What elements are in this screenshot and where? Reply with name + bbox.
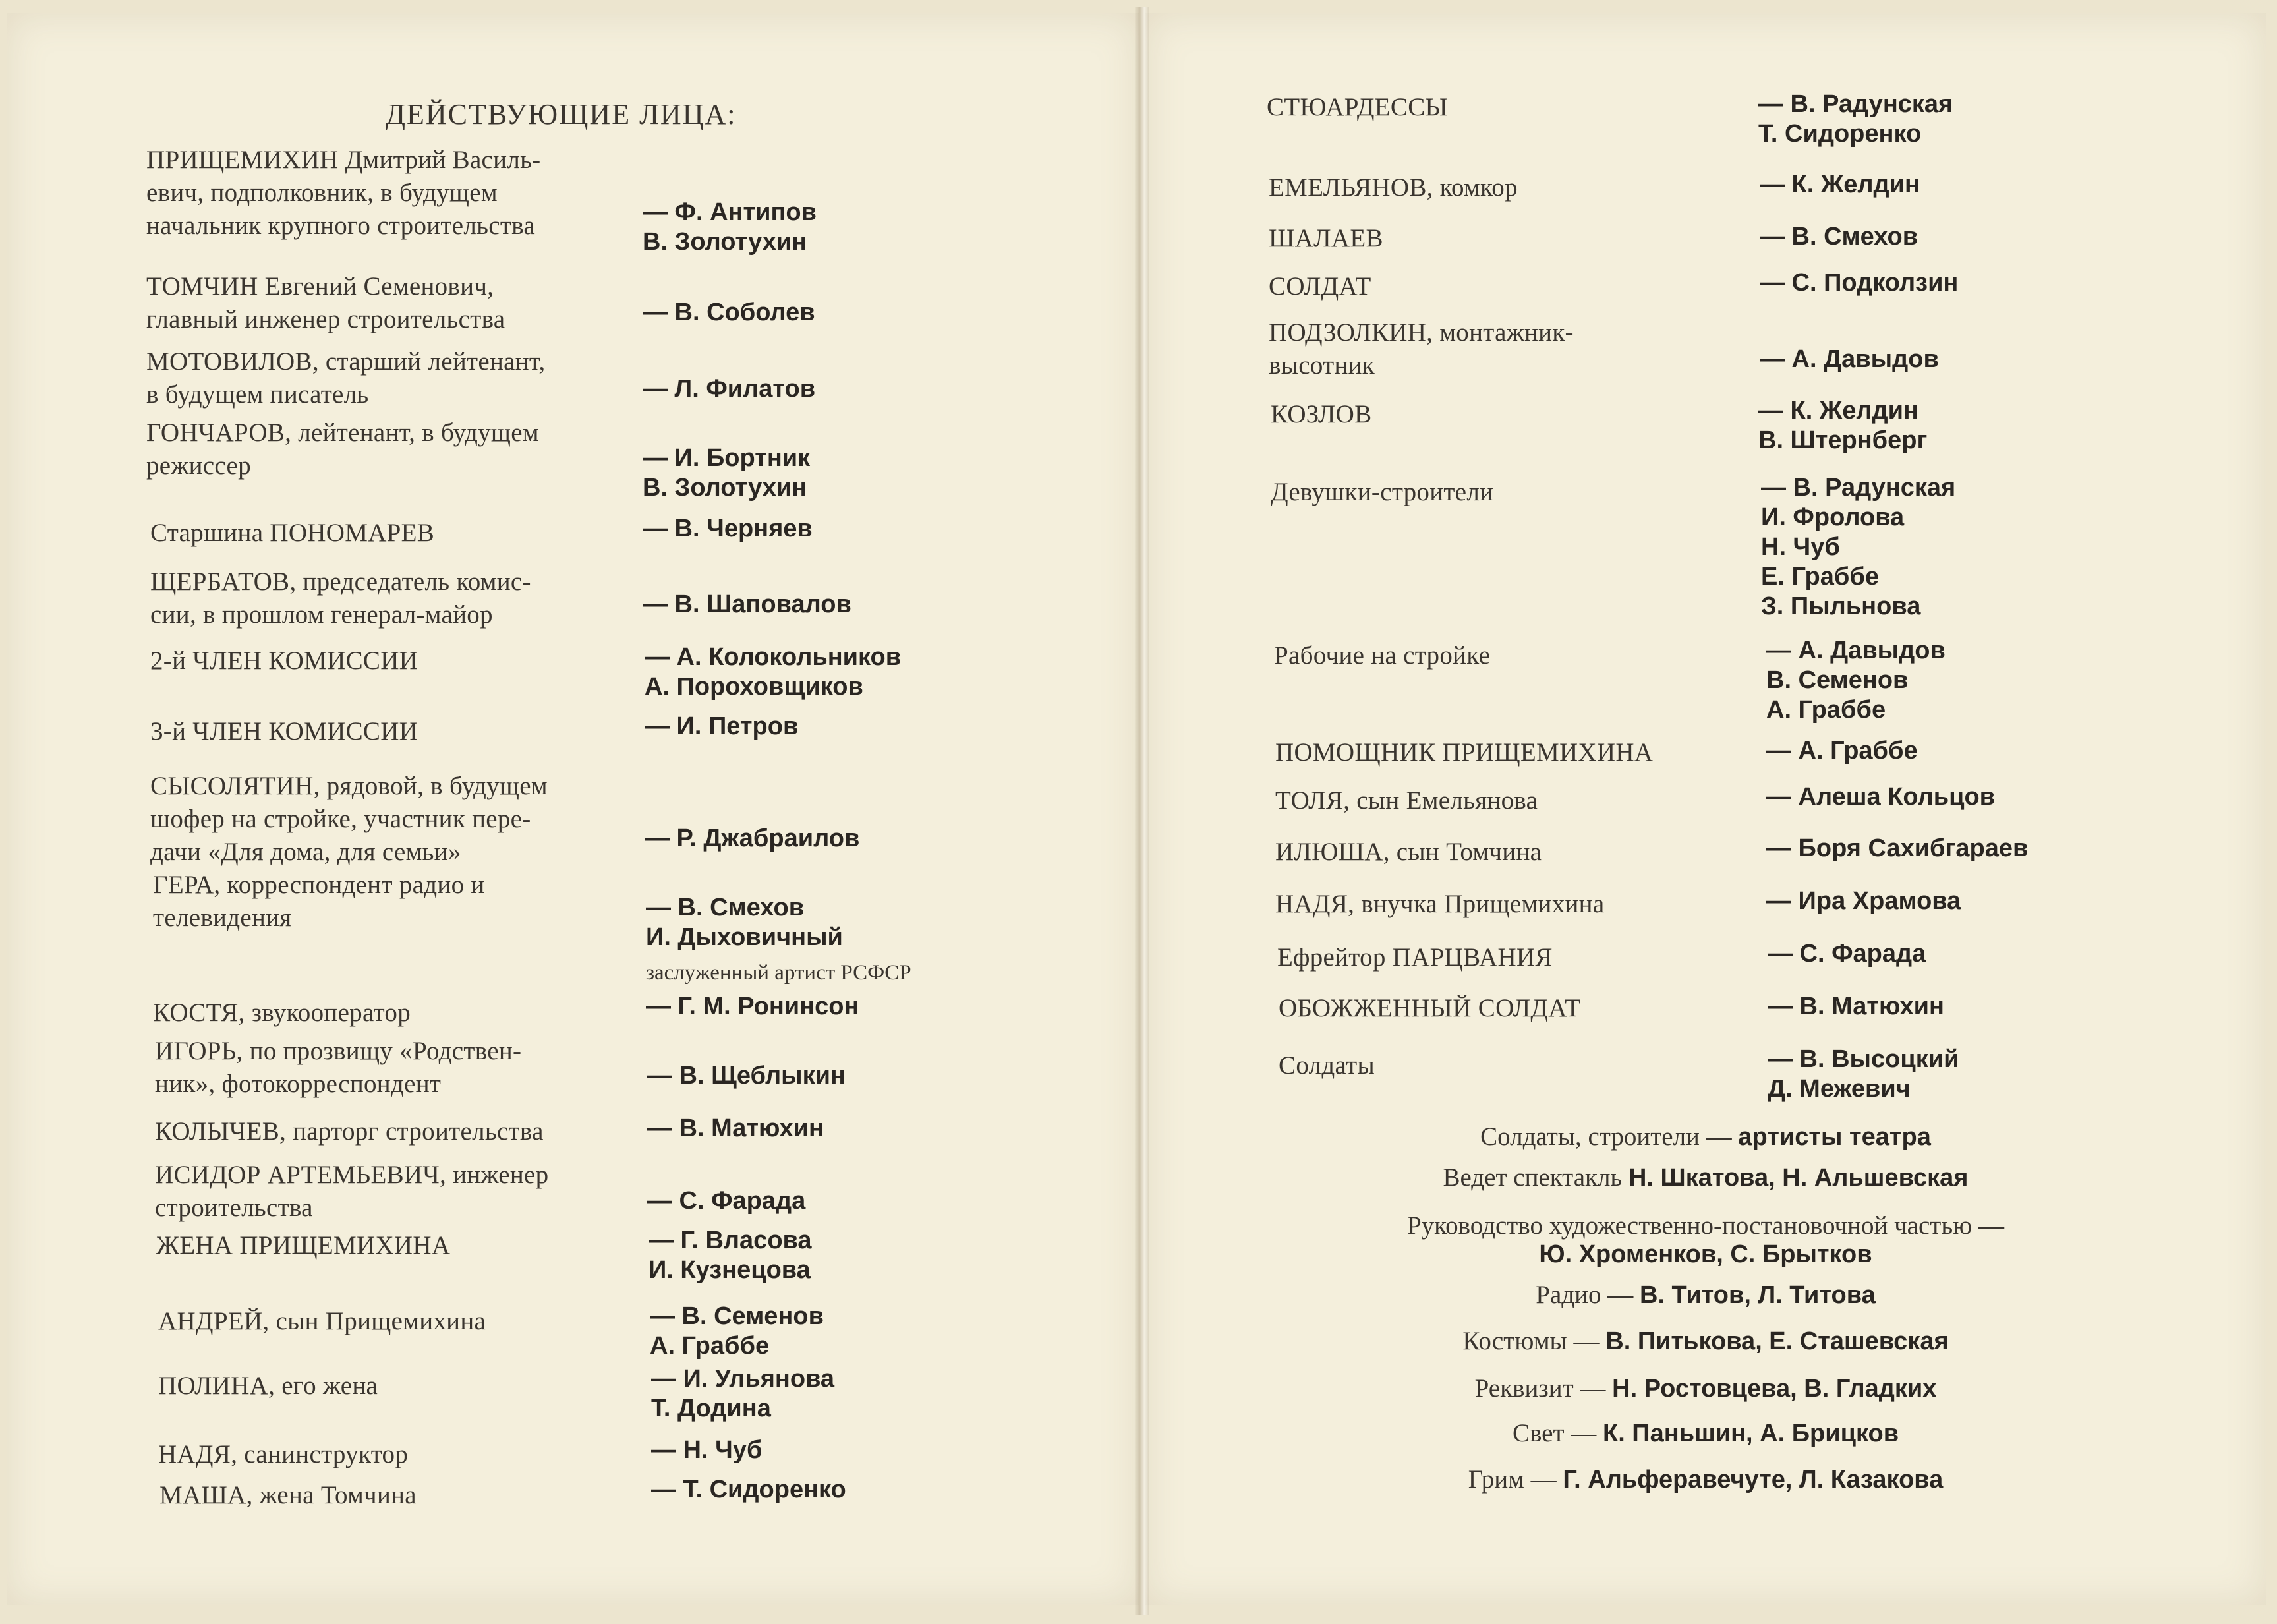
credit-line bbox=[1145, 1372, 2266, 1405]
actor-name: — Т. Сидоренко bbox=[651, 1476, 846, 1503]
actor-name: — А. Давыдов bbox=[1760, 345, 1939, 373]
role-name: ПОМОЩНИК ПРИЩЕМИХИНА bbox=[1275, 738, 1654, 767]
role-name: ТОЛЯ, сын Емельянова bbox=[1275, 786, 1538, 815]
actor-name: — В. Соболев bbox=[643, 299, 815, 326]
actor-name: — Н. Чуб bbox=[651, 1436, 763, 1464]
credit-names: Ю. Хроменков, С. Брытков bbox=[1539, 1240, 1872, 1268]
role-name: 2-й ЧЛЕН КОМИССИИ bbox=[150, 647, 418, 675]
role-name: ИЛЮША, сын Томчина bbox=[1275, 838, 1542, 866]
role-name: ИГОРЬ, по прозвищу «Родствен- ник», фотокорреспондент bbox=[155, 1037, 522, 1098]
role-name: Девушки-строители bbox=[1271, 478, 1494, 506]
actor-name: — С. Фарада bbox=[1768, 940, 1926, 968]
role-name: ШАЛАЕВ bbox=[1269, 224, 1383, 252]
role-name: СТЮАРДЕССЫ bbox=[1267, 93, 1448, 121]
actor-name: — Алеша Кольцов bbox=[1766, 783, 1996, 811]
actor-name: — В. Смехов И. Дыховичный bbox=[646, 894, 843, 951]
credit-label: Грим — bbox=[1468, 1465, 1557, 1494]
role-name: ЖЕНА ПРИЩЕМИХИНА bbox=[156, 1231, 451, 1260]
credit-names: Н. Ростовцева, В. Гладких bbox=[1612, 1375, 1937, 1403]
credit-line bbox=[1145, 1325, 2266, 1358]
credit-line bbox=[1145, 1417, 2266, 1450]
actor-name: — И. Ульянова Т. Додина bbox=[651, 1365, 835, 1422]
role-name: 3-й ЧЛЕН КОМИССИИ bbox=[150, 717, 418, 745]
actor-name: — К. Желдин В. Штернберг bbox=[1758, 397, 1928, 454]
credit-line bbox=[1145, 1463, 2266, 1496]
role-name: НАДЯ, внучка Прищемихина bbox=[1275, 890, 1605, 918]
actor-name: — Г. М. Ронинсон bbox=[646, 993, 859, 1020]
actor-name: — В. Шаповалов bbox=[643, 591, 851, 618]
role-name: СОЛДАТ bbox=[1269, 272, 1371, 301]
credit-label: Свет — bbox=[1512, 1419, 1597, 1447]
actor-name: — И. Петров bbox=[645, 712, 799, 740]
role-name: ПОЛИНА, его жена bbox=[158, 1372, 378, 1400]
actor-name: — А. Граббе bbox=[1766, 737, 1918, 765]
role-name: ГЕРА, корреспондент радио и телевидения bbox=[153, 871, 485, 932]
role-name: ТОМЧИН Евгений Семенович, главный инженер строительства bbox=[146, 272, 505, 334]
credit-names: К. Паньшин, А. Брицков bbox=[1603, 1420, 1899, 1447]
role-name: МОТОВИЛОВ, старший лейтенант, в будущем писатель bbox=[146, 347, 546, 409]
role-name: СЫСОЛЯТИН, рядовой, в будущем шофер на стройке, участник пере- дачи «Для дома, для семьи» bbox=[150, 772, 548, 866]
credit-names: В. Титов, Л. Титова bbox=[1640, 1281, 1876, 1309]
actor-name: — В. Радунская Т. Сидоренко bbox=[1758, 90, 1953, 148]
actor-name: — Л. Филатов bbox=[643, 375, 816, 403]
actor-name: — В. Семенов А. Граббе bbox=[650, 1302, 824, 1360]
credit-label: Костюмы — bbox=[1462, 1327, 1600, 1355]
credit-label: Реквизит — bbox=[1474, 1374, 1606, 1403]
role-name: ГОНЧАРОВ, лейтенант, в будущем режиссер bbox=[146, 419, 539, 480]
role-name: ПОДЗОЛКИН, монтажник- высотник bbox=[1269, 318, 1574, 380]
role-name: КОСТЯ, звукооператор bbox=[153, 999, 411, 1027]
credit-names: Н. Шкатова, Н. Альшевская bbox=[1628, 1164, 1969, 1192]
actor-name: — В. Высоцкий Д. Межевич bbox=[1768, 1045, 1959, 1103]
role-name: ЩЕРБАТОВ, председатель комис- сии, в прошлом генерал-майор bbox=[150, 567, 531, 629]
honor-title: заслуженный артист РСФСР bbox=[646, 961, 911, 985]
actor-name: — В. Матюхин bbox=[647, 1115, 824, 1142]
credit-line bbox=[1145, 1161, 2266, 1194]
cast-heading: ДЕЙСТВУЮЩИЕ ЛИЦА: bbox=[386, 98, 737, 130]
actor-name: — Ф. Антипов В. Золотухин bbox=[643, 198, 817, 256]
role-name: АНДРЕЙ, сын Прищемихина bbox=[158, 1307, 486, 1335]
role-name: Рабочие на стройке bbox=[1274, 641, 1491, 670]
credit-label: Радио — bbox=[1536, 1281, 1634, 1309]
credit-line bbox=[1145, 1120, 2266, 1153]
credit-label: Руководство художественно-постановочной частью — bbox=[1406, 1211, 2005, 1240]
role-name: ЕМЕЛЬЯНОВ, комкор bbox=[1269, 173, 1518, 202]
role-name: НАДЯ, санинструктор bbox=[158, 1440, 409, 1468]
actor-name: — Р. Джабраилов bbox=[645, 825, 860, 852]
credit-names: В. Питькова, Е. Сташевская bbox=[1605, 1327, 1949, 1355]
role-name: КОЛЫЧЕВ, парторг строительства bbox=[155, 1117, 544, 1146]
credit-names: Г. Альферавечуте, Л. Казакова bbox=[1563, 1466, 1944, 1494]
actor-name: — В. Матюхин bbox=[1768, 993, 1944, 1020]
credit-label: Ведет спектакль bbox=[1443, 1163, 1623, 1192]
role-name: Старшина ПОНОМАРЕВ bbox=[150, 519, 435, 547]
actor-name: — И. Бортник В. Золотухин bbox=[643, 444, 811, 502]
credit-names: артисты театра bbox=[1738, 1123, 1931, 1151]
actor-name: — К. Желдин bbox=[1760, 171, 1920, 198]
credit-line bbox=[1145, 1279, 2266, 1312]
role-name: ОБОЖЖЕННЫЙ СОЛДАТ bbox=[1279, 994, 1581, 1022]
actor-name: — Г. Власова И. Кузнецова bbox=[649, 1227, 812, 1284]
role-name: КОЗЛОВ bbox=[1271, 400, 1372, 428]
actor-name: — В. Радунская И. Фролова Н. Чуб Е. Граббе З. Пыльнова bbox=[1761, 474, 1956, 620]
actor-name: — В. Смехов bbox=[1760, 223, 1918, 250]
actor-name: — В. Черняев bbox=[643, 515, 813, 542]
role-name: ПРИЩЕМИХИН Дмитрий Василь- евич, подполковник, в будущем начальник крупного строительства bbox=[146, 146, 541, 240]
role-name: Ефрейтор ПАРЦВАНИЯ bbox=[1277, 943, 1553, 972]
actor-name: — А. Колокольников А. Пороховщиков bbox=[645, 643, 902, 701]
actor-name: — Ира Храмова bbox=[1766, 887, 1961, 915]
role-name: ИСИДОР АРТЕМЬЕВИЧ, инженер строительства bbox=[155, 1161, 549, 1222]
role-name: МАША, жена Томчина bbox=[159, 1481, 417, 1509]
credit-line bbox=[1145, 1238, 2266, 1271]
credit-label: Солдаты, строители — bbox=[1480, 1122, 1732, 1151]
actor-name: — Боря Сахибгараев bbox=[1766, 834, 2029, 862]
actor-name: — А. Давыдов В. Семенов А. Граббе bbox=[1766, 637, 1946, 724]
actor-name: — В. Щеблыкин bbox=[647, 1062, 846, 1089]
actor-name: — С. Фарада bbox=[647, 1187, 806, 1215]
role-name: Солдаты bbox=[1279, 1051, 1375, 1080]
actor-name: — С. Подколзин bbox=[1760, 269, 1959, 297]
